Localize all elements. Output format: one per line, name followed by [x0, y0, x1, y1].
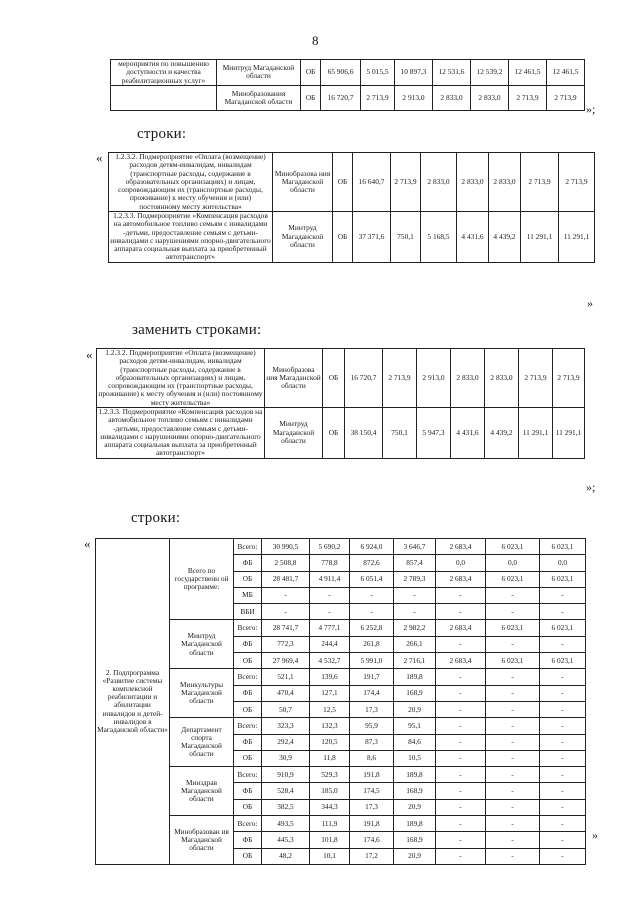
section-heading: заменить строками: — [132, 322, 262, 338]
funding-source: ОБ — [333, 211, 353, 262]
amount-cell: 244,4 — [310, 636, 350, 652]
amount-cell: - — [540, 848, 586, 864]
responsible-org: Минобразова ния Магаданской области — [265, 349, 323, 408]
amount-cell: 2 683,4 — [436, 539, 486, 555]
responsible-org: Минтруд Магаданской области — [265, 407, 323, 458]
amount-cell: 528,4 — [262, 783, 310, 799]
amount-cell: 2 833,0 — [457, 153, 489, 212]
amount-cell: 84,6 — [394, 734, 436, 750]
amount-cell: 10,1 — [310, 848, 350, 864]
funding-source: МБ — [234, 587, 262, 603]
amount-cell: 127,1 — [310, 685, 350, 701]
amount-cell: 87,3 — [350, 734, 394, 750]
amount-cell: 189,8 — [394, 767, 436, 783]
amount-cell: 5 168,5 — [421, 211, 457, 262]
amount-cell: - — [540, 718, 586, 734]
amount-cell: 2 713,9 — [383, 349, 417, 408]
amount-cell: 0,0 — [486, 555, 540, 571]
table-row — [96, 718, 586, 734]
funding-source: ВБИ — [234, 604, 262, 620]
amount-cell: - — [436, 685, 486, 701]
amount-cell: 168,9 — [394, 783, 436, 799]
amount-cell: 6 023,1 — [540, 571, 586, 587]
amount-cell: 910,9 — [262, 767, 310, 783]
amount-cell: 12,5 — [310, 701, 350, 717]
amount-cell: 2 683,4 — [436, 571, 486, 587]
amount-cell: 529,3 — [310, 767, 350, 783]
funding-source: ОБ — [234, 750, 262, 766]
amount-cell: 11,8 — [310, 750, 350, 766]
funding-source: Всего: — [234, 816, 262, 832]
amount-cell: 4 439,2 — [489, 211, 521, 262]
amount-cell: - — [262, 587, 310, 603]
closing-quote: »; — [586, 102, 596, 116]
amount-cell: 2 713,9 — [391, 153, 421, 212]
closing-quote: » — [587, 296, 593, 310]
amount-cell: 4 431,6 — [451, 407, 485, 458]
responsible-org: Минтруд Магаданской области — [170, 620, 234, 669]
amount-cell: 4 777,1 — [310, 620, 350, 636]
amount-cell: - — [436, 669, 486, 685]
amount-cell: 17,3 — [350, 701, 394, 717]
amount-cell: - — [540, 799, 586, 815]
amount-cell: - — [394, 587, 436, 603]
amount-cell: - — [540, 783, 586, 799]
amount-cell: 20,9 — [394, 799, 436, 815]
table-old-rows — [108, 152, 595, 263]
amount-cell: 4 911,4 — [310, 571, 350, 587]
amount-cell: - — [540, 750, 586, 766]
amount-cell: 2 713,9 — [559, 153, 595, 212]
amount-cell: 20,9 — [394, 848, 436, 864]
table-row — [96, 816, 586, 832]
amount-cell: 16 720,7 — [345, 349, 383, 408]
amount-cell: 521,1 — [262, 669, 310, 685]
amount-cell: 50,7 — [262, 701, 310, 717]
funding-source: ФБ — [234, 783, 262, 799]
amount-cell: 5 991,0 — [350, 653, 394, 669]
funding-source: ОБ — [234, 653, 262, 669]
amount-cell: 6 252,8 — [350, 620, 394, 636]
amount-cell: - — [436, 604, 486, 620]
amount-cell: - — [486, 718, 540, 734]
funding-source: ФБ — [234, 685, 262, 701]
opening-quote: « — [84, 536, 91, 551]
table-row — [97, 407, 585, 458]
amount-cell: 12 461,5 — [509, 60, 547, 86]
amount-cell: 65 906,6 — [321, 60, 361, 86]
amount-cell: 6 924,0 — [350, 539, 394, 555]
funding-source: ФБ — [234, 734, 262, 750]
amount-cell: 2 913,0 — [417, 349, 451, 408]
funding-source: Всего: — [234, 620, 262, 636]
responsible-org: Минздрав Магаданской области — [170, 767, 234, 816]
amount-cell: 20,9 — [394, 701, 436, 717]
amount-cell: - — [486, 734, 540, 750]
amount-cell: - — [436, 734, 486, 750]
amount-cell: - — [486, 767, 540, 783]
amount-cell: 2 713,9 — [547, 85, 585, 110]
amount-cell: 8,6 — [350, 750, 394, 766]
amount-cell: - — [486, 832, 540, 848]
amount-cell: 344,3 — [310, 799, 350, 815]
amount-cell: 6 023,1 — [486, 571, 540, 587]
amount-cell: 6 023,1 — [540, 620, 586, 636]
amount-cell: 0,0 — [436, 555, 486, 571]
amount-cell: - — [436, 799, 486, 815]
amount-cell: 2 713,9 — [509, 85, 547, 110]
amount-cell: 6 023,1 — [486, 653, 540, 669]
amount-cell: 38 150,4 — [345, 407, 383, 458]
amount-cell: 2 508,8 — [262, 555, 310, 571]
funding-source: ОБ — [234, 571, 262, 587]
amount-cell: - — [350, 604, 394, 620]
amount-cell: 132,3 — [310, 718, 350, 734]
table-subprogram — [95, 538, 586, 865]
amount-cell: 4 439,2 — [485, 407, 519, 458]
amount-cell: 2 789,3 — [394, 571, 436, 587]
amount-cell: 323,3 — [262, 718, 310, 734]
section-heading: строки: — [131, 510, 181, 526]
amount-cell: 12 461,5 — [547, 60, 585, 86]
amount-cell: 2 713,9 — [519, 349, 553, 408]
amount-cell: - — [540, 734, 586, 750]
table-row — [111, 85, 585, 110]
amount-cell: - — [436, 636, 486, 652]
table-row — [96, 669, 586, 685]
amount-cell: 470,4 — [262, 685, 310, 701]
funding-source: ФБ — [234, 636, 262, 652]
funding-source: ОБ — [323, 407, 345, 458]
amount-cell: 5 690,2 — [310, 539, 350, 555]
responsible-org: Департамент спорта Магаданской области — [170, 718, 234, 767]
closing-quote: » — [592, 828, 598, 842]
funding-source: ОБ — [301, 85, 321, 110]
amount-cell: 261,8 — [350, 636, 394, 652]
amount-cell: 2 713,9 — [521, 153, 559, 212]
amount-cell: - — [486, 750, 540, 766]
amount-cell: 2 713,9 — [553, 349, 585, 408]
section-heading: строки: — [137, 126, 187, 142]
amount-cell: 189,8 — [394, 816, 436, 832]
subprogram-name: 2. Подпрограмма «Развитие системы комплексной реабилитации и абилитации инвалидов и детей-инвалидов в Магаданской области» — [96, 539, 170, 865]
amount-cell: 872,6 — [350, 555, 394, 571]
amount-cell: 16 720,7 — [321, 85, 361, 110]
measure-description: 1.2.3.3. Подмероприятие «Компенсация расходов на автомобильное топливо семьям с инвалидами -детьми, предоставление семьям с детьми-инвалидами с нарушениями опорно-двигательного аппарата социальная выплата за приобретенный автотранспорт» — [110, 211, 271, 262]
amount-cell: - — [436, 718, 486, 734]
amount-cell: - — [486, 848, 540, 864]
amount-cell: - — [540, 816, 586, 832]
amount-cell: 2 833,0 — [485, 349, 519, 408]
amount-cell: 2 833,0 — [451, 349, 485, 408]
amount-cell: - — [540, 587, 586, 603]
amount-cell: - — [436, 701, 486, 717]
amount-cell: 17,2 — [350, 848, 394, 864]
amount-cell: 185,0 — [310, 783, 350, 799]
amount-cell: 778,8 — [310, 555, 350, 571]
amount-cell: 11 291,1 — [519, 407, 553, 458]
amount-cell: - — [486, 685, 540, 701]
amount-cell: 174,6 — [350, 832, 394, 848]
amount-cell: - — [540, 636, 586, 652]
amount-cell: 772,3 — [262, 636, 310, 652]
amount-cell: 6 023,1 — [540, 653, 586, 669]
funding-source: ОБ — [301, 60, 321, 86]
responsible-org: Минкультуры Магаданской области — [170, 669, 234, 718]
page-number: 8 — [312, 33, 319, 48]
table-row — [97, 349, 585, 408]
amount-cell: - — [262, 604, 310, 620]
amount-cell: - — [486, 587, 540, 603]
amount-cell: - — [310, 604, 350, 620]
amount-cell: 12 539,2 — [471, 60, 509, 86]
amount-cell: 191,8 — [350, 767, 394, 783]
responsible-org: Минобразова ния Магаданской области — [273, 153, 333, 212]
amount-cell: - — [486, 701, 540, 717]
amount-cell: 17,3 — [350, 799, 394, 815]
amount-cell: 3 646,7 — [394, 539, 436, 555]
table-row — [111, 60, 585, 86]
measure-description — [111, 85, 217, 110]
amount-cell: 0,0 — [540, 555, 586, 571]
amount-cell: - — [436, 848, 486, 864]
amount-cell: - — [436, 832, 486, 848]
amount-cell: - — [540, 604, 586, 620]
funding-source: ОБ — [234, 799, 262, 815]
amount-cell: 95,1 — [394, 718, 436, 734]
funding-source: ОБ — [323, 349, 345, 408]
amount-cell: 11 291,1 — [521, 211, 559, 262]
responsible-org: Всего по государственн ой программе: — [170, 539, 234, 620]
amount-cell: - — [540, 767, 586, 783]
amount-cell: - — [486, 604, 540, 620]
amount-cell: 2 683,4 — [436, 620, 486, 636]
amount-cell: - — [486, 783, 540, 799]
amount-cell: - — [486, 816, 540, 832]
amount-cell: 27 969,4 — [262, 653, 310, 669]
amount-cell: 11 291,1 — [559, 211, 595, 262]
amount-cell: 2 833,0 — [433, 85, 471, 110]
amount-cell: - — [310, 587, 350, 603]
amount-cell: - — [394, 604, 436, 620]
amount-cell: 6 023,1 — [540, 539, 586, 555]
amount-cell: 750,1 — [391, 211, 421, 262]
table-row — [109, 153, 595, 212]
amount-cell: 10,5 — [394, 750, 436, 766]
amount-cell: 2 713,9 — [361, 85, 395, 110]
amount-cell: - — [486, 669, 540, 685]
amount-cell: 37 371,6 — [353, 211, 391, 262]
amount-cell: 10 897,3 — [395, 60, 433, 86]
amount-cell: - — [540, 669, 586, 685]
funding-source: ОБ — [234, 701, 262, 717]
amount-cell: 2 833,0 — [471, 85, 509, 110]
amount-cell: 292,4 — [262, 734, 310, 750]
amount-cell: 30,9 — [262, 750, 310, 766]
funding-source: ФБ — [234, 832, 262, 848]
amount-cell: 111,9 — [310, 816, 350, 832]
amount-cell: 168,9 — [394, 685, 436, 701]
amount-cell: - — [436, 587, 486, 603]
funding-source: ОБ — [333, 153, 353, 212]
table-new-rows — [96, 348, 585, 459]
amount-cell: - — [436, 783, 486, 799]
amount-cell: 2 833,0 — [489, 153, 521, 212]
table-row — [96, 539, 586, 555]
amount-cell: 28 481,7 — [262, 571, 310, 587]
amount-cell: 120,5 — [310, 734, 350, 750]
amount-cell: 6 023,1 — [486, 539, 540, 555]
amount-cell: 445,3 — [262, 832, 310, 848]
amount-cell: - — [436, 816, 486, 832]
amount-cell: 750,1 — [383, 407, 417, 458]
amount-cell: 189,8 — [394, 669, 436, 685]
amount-cell: - — [540, 701, 586, 717]
measure-description: 1.2.3.2. Подмероприятие «Оплата (возмещение) расходов детям-инвалидам, инвалидам (транспортные расходы, содержание в образовательных организациях) и лицам, сопровождающим их (транспортные расходы, проживание) к месту обучения и (или) постоянному месту жительства» — [109, 153, 273, 212]
table-row — [96, 767, 586, 783]
responsible-org: Минобразован ия Магаданской области — [170, 816, 234, 865]
amount-cell: 4 431,6 — [457, 211, 489, 262]
funding-source: Всего: — [234, 539, 262, 555]
measure-description: мероприятия по повышению доступности и качества реабилитационных услуг» — [111, 60, 217, 86]
amount-cell: 2 982,2 — [394, 620, 436, 636]
measure-description: 1.2.3.3. Подмероприятие «Компенсация расходов на автомобильное топливо семьям с инвалидами -детьми, предоставление семьям с детьми-инвалидами с нарушениями опорно-двигательного аппарата социальная выплата за приобретенный автотранспорт» — [97, 407, 265, 458]
amount-cell: 30 990,5 — [262, 539, 310, 555]
amount-cell: 16 640,7 — [353, 153, 391, 212]
amount-cell: 168,9 — [394, 832, 436, 848]
amount-cell: 191,7 — [350, 669, 394, 685]
funding-source: ФБ — [234, 555, 262, 571]
amount-cell: 266,1 — [394, 636, 436, 652]
amount-cell: 139,6 — [310, 669, 350, 685]
amount-cell: 11 291,1 — [553, 407, 585, 458]
amount-cell: - — [486, 636, 540, 652]
funding-source: Всего: — [234, 767, 262, 783]
amount-cell: 2 913,0 — [395, 85, 433, 110]
amount-cell: 12 531,6 — [433, 60, 471, 86]
amount-cell: - — [350, 587, 394, 603]
table-top-fragment — [110, 59, 585, 111]
amount-cell: 857,4 — [394, 555, 436, 571]
closing-quote: »; — [586, 480, 596, 494]
measure-description: 1.2.3.2. Подмероприятие «Оплата (возмещение) расходов детям-инвалидам, инвалидам (транспортные расходы, содержание в образовательных организациях) и лицам, сопровождающим их (транспортные расходы, проживание) к месту обучения и (или) постоянному месту жительства» — [98, 348, 263, 407]
amount-cell: 5 947,3 — [417, 407, 451, 458]
funding-source: Всего: — [234, 669, 262, 685]
amount-cell: 174,5 — [350, 783, 394, 799]
amount-cell: - — [540, 685, 586, 701]
amount-cell: - — [540, 832, 586, 848]
amount-cell: 2 716,1 — [394, 653, 436, 669]
opening-quote: « — [96, 150, 103, 165]
responsible-org: Минобразования Магаданской области — [217, 85, 301, 110]
amount-cell: 6 051,4 — [350, 571, 394, 587]
opening-quote: « — [86, 347, 93, 362]
amount-cell: - — [436, 750, 486, 766]
funding-source: ОБ — [234, 848, 262, 864]
amount-cell: 493,5 — [262, 816, 310, 832]
table-row — [96, 620, 586, 636]
responsible-org: Минтруд Магаданской области — [217, 60, 301, 86]
amount-cell: 6 023,1 — [486, 620, 540, 636]
amount-cell: - — [436, 767, 486, 783]
amount-cell: 48,2 — [262, 848, 310, 864]
amount-cell: 5 015,5 — [361, 60, 395, 86]
amount-cell: 2 833,0 — [421, 153, 457, 212]
funding-source: Всего: — [234, 718, 262, 734]
amount-cell: 382,5 — [262, 799, 310, 815]
amount-cell: 174,4 — [350, 685, 394, 701]
amount-cell: 2 683,4 — [436, 653, 486, 669]
amount-cell: 101,8 — [310, 832, 350, 848]
amount-cell: 28 741,7 — [262, 620, 310, 636]
amount-cell: - — [486, 799, 540, 815]
responsible-org: Минтруд Магаданской области — [273, 211, 333, 262]
amount-cell: 95,9 — [350, 718, 394, 734]
amount-cell: 191,8 — [350, 816, 394, 832]
table-row — [109, 211, 595, 262]
amount-cell: 4 532,7 — [310, 653, 350, 669]
